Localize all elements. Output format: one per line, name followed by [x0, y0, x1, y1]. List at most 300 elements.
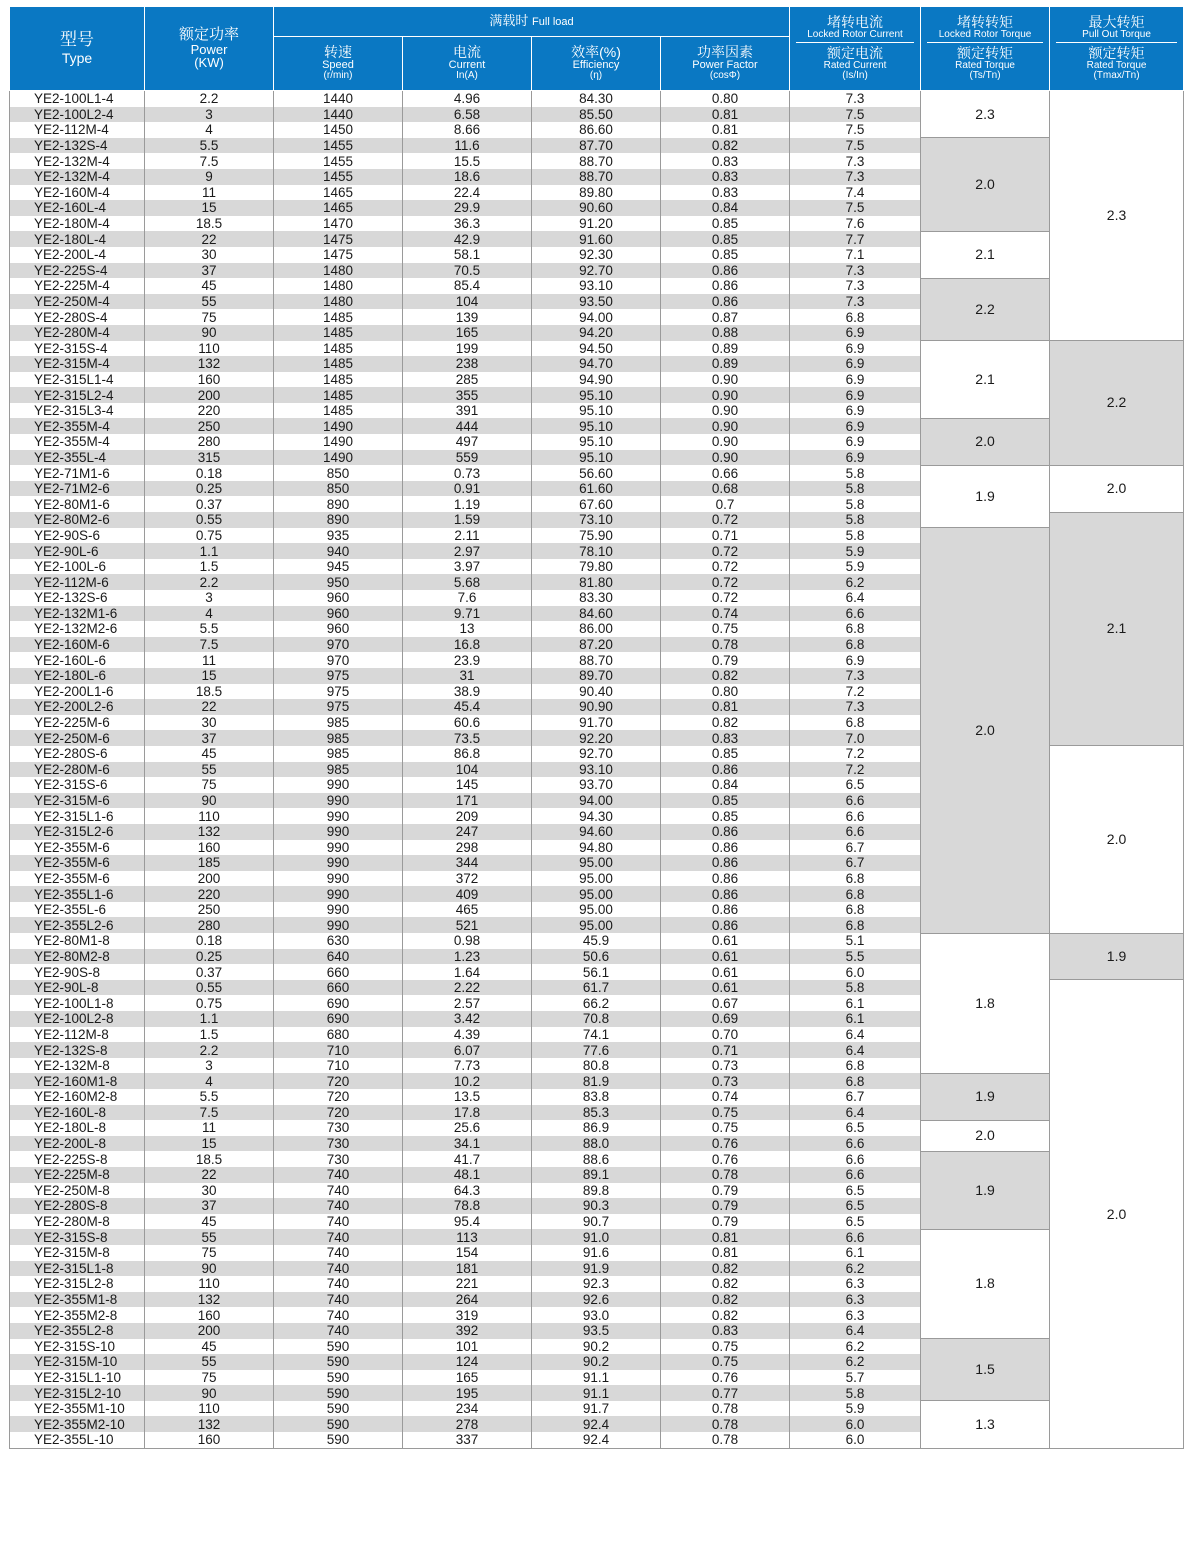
- efficiency-cell: 61.60: [532, 481, 661, 497]
- locked-rotor-torque-cell: 1.3: [921, 1401, 1050, 1448]
- current-cell: 444: [403, 418, 532, 434]
- power-factor-cell: 0.81: [661, 1245, 790, 1261]
- power-factor-cell: 0.86: [661, 855, 790, 871]
- efficiency-cell: 81.80: [532, 574, 661, 590]
- speed-cell: 850: [274, 465, 403, 481]
- power-factor-cell: 0.86: [661, 917, 790, 933]
- speed-cell: 730: [274, 1151, 403, 1167]
- power-factor-cell: 0.81: [661, 107, 790, 123]
- speed-cell: 740: [274, 1214, 403, 1230]
- power-cell: 37: [145, 730, 274, 746]
- efficiency-cell: 79.80: [532, 559, 661, 575]
- power-cell: 132: [145, 356, 274, 372]
- power-cell: 110: [145, 1276, 274, 1292]
- efficiency-cell: 94.70: [532, 356, 661, 372]
- locked-rotor-torque-cell: 2.0: [921, 418, 1050, 465]
- speed-cell: 720: [274, 1105, 403, 1121]
- power-factor-cell: 0.90: [661, 418, 790, 434]
- power-factor-cell: 0.61: [661, 980, 790, 996]
- locked-current-cell: 7.4: [790, 185, 921, 201]
- efficiency-cell: 56.60: [532, 465, 661, 481]
- speed-cell: 1475: [274, 247, 403, 263]
- efficiency-cell: 67.60: [532, 496, 661, 512]
- power-cell: 22: [145, 1167, 274, 1183]
- power-factor-cell: 0.61: [661, 964, 790, 980]
- current-cell: 6.07: [403, 1042, 532, 1058]
- speed-cell: 590: [274, 1385, 403, 1401]
- efficiency-cell: 95.10: [532, 434, 661, 450]
- locked-current-cell: 6.7: [790, 855, 921, 871]
- type-cell: YE2-315S-6: [10, 777, 145, 793]
- current-cell: 238: [403, 356, 532, 372]
- power-factor-cell: 0.79: [661, 1198, 790, 1214]
- power-cell: 45: [145, 1214, 274, 1230]
- current-cell: 0.91: [403, 481, 532, 497]
- current-cell: 13: [403, 621, 532, 637]
- speed-cell: 1465: [274, 185, 403, 201]
- power-factor-cell: 0.75: [661, 1105, 790, 1121]
- locked-current-cell: 5.7: [790, 1370, 921, 1386]
- current-cell: 409: [403, 886, 532, 902]
- efficiency-cell: 92.3: [532, 1276, 661, 1292]
- locked-current-cell: 6.5: [790, 777, 921, 793]
- locked-current-cell: 6.1: [790, 1245, 921, 1261]
- current-cell: 1.59: [403, 512, 532, 528]
- power-cell: 18.5: [145, 216, 274, 232]
- locked-current-cell: 5.9: [790, 1401, 921, 1417]
- locked-rotor-torque-cell: 1.9: [921, 465, 1050, 527]
- power-cell: 30: [145, 715, 274, 731]
- type-cell: YE2-355M2-10: [10, 1416, 145, 1432]
- type-cell: YE2-90S-6: [10, 528, 145, 544]
- power-cell: 200: [145, 871, 274, 887]
- power-cell: 1.1: [145, 1011, 274, 1027]
- power-factor-cell: 0.78: [661, 1432, 790, 1448]
- power-factor-cell: 0.85: [661, 808, 790, 824]
- power-cell: 2.2: [145, 574, 274, 590]
- efficiency-cell: 92.30: [532, 247, 661, 263]
- locked-current-cell: 6.3: [790, 1307, 921, 1323]
- type-cell: YE2-90S-8: [10, 964, 145, 980]
- efficiency-cell: 92.20: [532, 730, 661, 746]
- locked-current-cell: 6.8: [790, 902, 921, 918]
- power-factor-cell: 0.71: [661, 528, 790, 544]
- speed-cell: 660: [274, 964, 403, 980]
- efficiency-cell: 88.6: [532, 1151, 661, 1167]
- current-cell: 70.5: [403, 263, 532, 279]
- locked-current-cell: 6.5: [790, 1198, 921, 1214]
- type-cell: YE2-225M-6: [10, 715, 145, 731]
- locked-current-cell: 6.9: [790, 325, 921, 341]
- power-cell: 15: [145, 1136, 274, 1152]
- locked-rotor-torque-cell: 2.0: [921, 528, 1050, 933]
- current-cell: 15.5: [403, 153, 532, 169]
- header-locked-rotor-torque: 堵转转矩 Locked Rotor Torque 额定转矩 Rated Torque (Ts/Tn): [921, 7, 1050, 91]
- efficiency-cell: 88.70: [532, 652, 661, 668]
- pull-out-torque-cell: 2.0: [1050, 980, 1184, 1448]
- efficiency-cell: 88.70: [532, 153, 661, 169]
- locked-current-cell: 6.1: [790, 995, 921, 1011]
- speed-cell: 720: [274, 1073, 403, 1089]
- locked-current-cell: 6.8: [790, 886, 921, 902]
- power-factor-cell: 0.67: [661, 995, 790, 1011]
- current-cell: 209: [403, 808, 532, 824]
- current-cell: 73.5: [403, 730, 532, 746]
- power-cell: 55: [145, 1354, 274, 1370]
- power-factor-cell: 0.90: [661, 372, 790, 388]
- locked-current-cell: 6.0: [790, 964, 921, 980]
- power-cell: 220: [145, 403, 274, 419]
- efficiency-cell: 94.00: [532, 309, 661, 325]
- power-factor-cell: 0.86: [661, 871, 790, 887]
- locked-current-cell: 7.7: [790, 231, 921, 247]
- type-cell: YE2-225M-4: [10, 278, 145, 294]
- header-power-factor: 功率因素 Power Factor (cosΦ): [661, 37, 790, 91]
- current-cell: 124: [403, 1354, 532, 1370]
- power-cell: 200: [145, 387, 274, 403]
- power-cell: 5.5: [145, 621, 274, 637]
- efficiency-cell: 50.6: [532, 949, 661, 965]
- locked-current-cell: 7.3: [790, 91, 921, 107]
- power-factor-cell: 0.79: [661, 652, 790, 668]
- power-factor-cell: 0.87: [661, 309, 790, 325]
- current-cell: 278: [403, 1416, 532, 1432]
- locked-current-cell: 6.0: [790, 1432, 921, 1448]
- speed-cell: 1485: [274, 341, 403, 357]
- speed-cell: 1485: [274, 356, 403, 372]
- efficiency-cell: 94.00: [532, 793, 661, 809]
- power-cell: 315: [145, 450, 274, 466]
- locked-current-cell: 6.9: [790, 372, 921, 388]
- power-cell: 0.25: [145, 481, 274, 497]
- type-cell: YE2-355L2-8: [10, 1323, 145, 1339]
- speed-cell: 740: [274, 1183, 403, 1199]
- current-cell: 6.58: [403, 107, 532, 123]
- type-cell: YE2-280S-4: [10, 309, 145, 325]
- efficiency-cell: 92.70: [532, 263, 661, 279]
- efficiency-cell: 73.10: [532, 512, 661, 528]
- locked-current-cell: 5.8: [790, 1385, 921, 1401]
- efficiency-cell: 92.4: [532, 1416, 661, 1432]
- power-cell: 18.5: [145, 1151, 274, 1167]
- current-cell: 36.3: [403, 216, 532, 232]
- power-factor-cell: 0.86: [661, 294, 790, 310]
- type-cell: YE2-132S-8: [10, 1042, 145, 1058]
- current-cell: 465: [403, 902, 532, 918]
- power-factor-cell: 0.89: [661, 341, 790, 357]
- power-factor-cell: 0.72: [661, 574, 790, 590]
- speed-cell: 890: [274, 512, 403, 528]
- power-factor-cell: 0.86: [661, 840, 790, 856]
- power-factor-cell: 0.75: [661, 621, 790, 637]
- type-cell: YE2-100L-6: [10, 559, 145, 575]
- current-cell: 319: [403, 1307, 532, 1323]
- efficiency-cell: 85.3: [532, 1105, 661, 1121]
- type-cell: YE2-112M-8: [10, 1027, 145, 1043]
- current-cell: 4.96: [403, 91, 532, 107]
- table-row: [10, 528, 1184, 544]
- power-factor-cell: 0.86: [661, 902, 790, 918]
- type-cell: YE2-250M-8: [10, 1183, 145, 1199]
- type-cell: YE2-355M1-8: [10, 1292, 145, 1308]
- locked-current-cell: 6.2: [790, 574, 921, 590]
- speed-cell: 990: [274, 871, 403, 887]
- current-cell: 3.42: [403, 1011, 532, 1027]
- locked-rotor-torque-cell: 1.9: [921, 1073, 1050, 1120]
- type-cell: YE2-315M-10: [10, 1354, 145, 1370]
- locked-current-cell: 5.8: [790, 465, 921, 481]
- power-cell: 75: [145, 1370, 274, 1386]
- efficiency-cell: 88.0: [532, 1136, 661, 1152]
- type-cell: YE2-100L2-4: [10, 107, 145, 123]
- type-cell: YE2-90L-8: [10, 980, 145, 996]
- current-cell: 521: [403, 917, 532, 933]
- speed-cell: 960: [274, 621, 403, 637]
- efficiency-cell: 90.40: [532, 684, 661, 700]
- header-current: 电流 Current In(A): [403, 37, 532, 91]
- power-factor-cell: 0.75: [661, 1339, 790, 1355]
- type-cell: YE2-315S-8: [10, 1229, 145, 1245]
- power-factor-cell: 0.81: [661, 122, 790, 138]
- speed-cell: 740: [274, 1167, 403, 1183]
- efficiency-cell: 95.00: [532, 855, 661, 871]
- efficiency-cell: 92.70: [532, 746, 661, 762]
- power-cell: 132: [145, 1292, 274, 1308]
- power-factor-cell: 0.86: [661, 263, 790, 279]
- efficiency-cell: 95.10: [532, 450, 661, 466]
- current-cell: 86.8: [403, 746, 532, 762]
- speed-cell: 740: [274, 1307, 403, 1323]
- speed-cell: 990: [274, 793, 403, 809]
- power-factor-cell: 0.77: [661, 1385, 790, 1401]
- speed-cell: 1455: [274, 153, 403, 169]
- type-cell: YE2-132M1-6: [10, 606, 145, 622]
- speed-cell: 710: [274, 1042, 403, 1058]
- locked-current-cell: 5.8: [790, 481, 921, 497]
- speed-cell: 850: [274, 481, 403, 497]
- power-cell: 0.55: [145, 980, 274, 996]
- efficiency-cell: 94.20: [532, 325, 661, 341]
- speed-cell: 710: [274, 1058, 403, 1074]
- power-cell: 5.5: [145, 138, 274, 154]
- speed-cell: 970: [274, 652, 403, 668]
- power-factor-cell: 0.80: [661, 91, 790, 107]
- speed-cell: 1455: [274, 138, 403, 154]
- type-cell: YE2-280S-8: [10, 1198, 145, 1214]
- speed-cell: 630: [274, 933, 403, 949]
- efficiency-cell: 86.00: [532, 621, 661, 637]
- type-cell: YE2-200L2-6: [10, 699, 145, 715]
- power-factor-cell: 0.61: [661, 933, 790, 949]
- current-cell: 101: [403, 1339, 532, 1355]
- current-cell: 95.4: [403, 1214, 532, 1230]
- speed-cell: 960: [274, 606, 403, 622]
- pull-out-torque-cell: 2.2: [1050, 341, 1184, 466]
- current-cell: 221: [403, 1276, 532, 1292]
- type-cell: YE2-315M-4: [10, 356, 145, 372]
- efficiency-cell: 92.4: [532, 1432, 661, 1448]
- power-factor-cell: 0.76: [661, 1370, 790, 1386]
- header-type: 型号 Type: [10, 7, 145, 91]
- efficiency-cell: 84.30: [532, 91, 661, 107]
- power-factor-cell: 0.84: [661, 200, 790, 216]
- speed-cell: 1440: [274, 107, 403, 123]
- power-cell: 15: [145, 200, 274, 216]
- current-cell: 17.8: [403, 1105, 532, 1121]
- type-cell: YE2-280M-4: [10, 325, 145, 341]
- efficiency-cell: 89.70: [532, 668, 661, 684]
- pull-out-torque-cell: 1.9: [1050, 933, 1184, 980]
- efficiency-cell: 91.9: [532, 1261, 661, 1277]
- type-cell: YE2-315L1-10: [10, 1370, 145, 1386]
- table-row: [10, 138, 1184, 154]
- efficiency-cell: 91.1: [532, 1385, 661, 1401]
- speed-cell: 590: [274, 1416, 403, 1432]
- type-cell: YE2-160L-8: [10, 1105, 145, 1121]
- efficiency-cell: 66.2: [532, 995, 661, 1011]
- power-factor-cell: 0.82: [661, 1261, 790, 1277]
- locked-current-cell: 6.9: [790, 403, 921, 419]
- power-factor-cell: 0.90: [661, 450, 790, 466]
- locked-current-cell: 6.8: [790, 871, 921, 887]
- power-factor-cell: 0.89: [661, 356, 790, 372]
- type-cell: YE2-200L-4: [10, 247, 145, 263]
- current-cell: 60.6: [403, 715, 532, 731]
- current-cell: 25.6: [403, 1120, 532, 1136]
- power-cell: 37: [145, 1198, 274, 1214]
- speed-cell: 1440: [274, 91, 403, 107]
- power-factor-cell: 0.82: [661, 715, 790, 731]
- power-cell: 90: [145, 325, 274, 341]
- type-cell: YE2-225M-8: [10, 1167, 145, 1183]
- locked-current-cell: 6.6: [790, 824, 921, 840]
- type-cell: YE2-315L2-6: [10, 824, 145, 840]
- power-cell: 7.5: [145, 1105, 274, 1121]
- header-full-load: 满载时 Full load: [274, 7, 790, 37]
- current-cell: 392: [403, 1323, 532, 1339]
- speed-cell: 960: [274, 590, 403, 606]
- efficiency-cell: 77.6: [532, 1042, 661, 1058]
- type-cell: YE2-80M2-6: [10, 512, 145, 528]
- efficiency-cell: 91.7: [532, 1401, 661, 1417]
- type-cell: YE2-355L2-6: [10, 917, 145, 933]
- type-cell: YE2-355M-6: [10, 855, 145, 871]
- power-factor-cell: 0.78: [661, 637, 790, 653]
- power-cell: 4: [145, 606, 274, 622]
- type-cell: YE2-132S-4: [10, 138, 145, 154]
- power-factor-cell: 0.90: [661, 434, 790, 450]
- current-cell: 298: [403, 840, 532, 856]
- current-cell: 58.1: [403, 247, 532, 263]
- power-factor-cell: 0.74: [661, 606, 790, 622]
- power-factor-cell: 0.82: [661, 1276, 790, 1292]
- speed-cell: 1490: [274, 418, 403, 434]
- locked-rotor-torque-cell: 1.5: [921, 1339, 1050, 1401]
- power-factor-cell: 0.82: [661, 668, 790, 684]
- power-cell: 45: [145, 1339, 274, 1355]
- locked-current-cell: 6.9: [790, 387, 921, 403]
- power-factor-cell: 0.81: [661, 699, 790, 715]
- locked-current-cell: 6.6: [790, 1167, 921, 1183]
- locked-current-cell: 6.4: [790, 1105, 921, 1121]
- current-cell: 264: [403, 1292, 532, 1308]
- table-row: [10, 1120, 1184, 1136]
- speed-cell: 1450: [274, 122, 403, 138]
- table-row: [10, 1401, 1184, 1417]
- power-cell: 0.37: [145, 496, 274, 512]
- speed-cell: 740: [274, 1198, 403, 1214]
- current-cell: 165: [403, 1370, 532, 1386]
- power-cell: 75: [145, 309, 274, 325]
- efficiency-cell: 91.6: [532, 1245, 661, 1261]
- type-cell: YE2-112M-4: [10, 122, 145, 138]
- efficiency-cell: 94.50: [532, 341, 661, 357]
- current-cell: 247: [403, 824, 532, 840]
- locked-current-cell: 6.3: [790, 1276, 921, 1292]
- power-factor-cell: 0.72: [661, 559, 790, 575]
- speed-cell: 1480: [274, 263, 403, 279]
- efficiency-cell: 56.1: [532, 964, 661, 980]
- speed-cell: 985: [274, 746, 403, 762]
- power-cell: 15: [145, 668, 274, 684]
- locked-current-cell: 6.9: [790, 418, 921, 434]
- speed-cell: 1490: [274, 450, 403, 466]
- power-factor-cell: 0.70: [661, 1027, 790, 1043]
- power-factor-cell: 0.7: [661, 496, 790, 512]
- power-factor-cell: 0.80: [661, 684, 790, 700]
- current-cell: 145: [403, 777, 532, 793]
- table-row: [10, 418, 1184, 434]
- locked-rotor-torque-cell: 2.3: [921, 91, 1050, 138]
- locked-current-cell: 6.4: [790, 1027, 921, 1043]
- power-cell: 0.75: [145, 995, 274, 1011]
- speed-cell: 740: [274, 1229, 403, 1245]
- efficiency-cell: 94.60: [532, 824, 661, 840]
- current-cell: 29.9: [403, 200, 532, 216]
- power-cell: 22: [145, 231, 274, 247]
- power-factor-cell: 0.66: [661, 465, 790, 481]
- locked-current-cell: 7.2: [790, 684, 921, 700]
- type-cell: YE2-315L2-10: [10, 1385, 145, 1401]
- type-cell: YE2-200L-8: [10, 1136, 145, 1152]
- current-cell: 1.64: [403, 964, 532, 980]
- speed-cell: 740: [274, 1261, 403, 1277]
- type-cell: YE2-160M2-8: [10, 1089, 145, 1105]
- power-cell: 45: [145, 746, 274, 762]
- power-factor-cell: 0.83: [661, 169, 790, 185]
- type-cell: YE2-160M-6: [10, 637, 145, 653]
- locked-current-cell: 7.3: [790, 294, 921, 310]
- type-cell: YE2-90L-6: [10, 543, 145, 559]
- power-cell: 3: [145, 107, 274, 123]
- current-cell: 23.9: [403, 652, 532, 668]
- speed-cell: 590: [274, 1339, 403, 1355]
- current-cell: 41.7: [403, 1151, 532, 1167]
- efficiency-cell: 86.9: [532, 1120, 661, 1136]
- power-cell: 9: [145, 169, 274, 185]
- efficiency-cell: 45.9: [532, 933, 661, 949]
- current-cell: 195: [403, 1385, 532, 1401]
- current-cell: 31: [403, 668, 532, 684]
- current-cell: 372: [403, 871, 532, 887]
- locked-current-cell: 7.5: [790, 107, 921, 123]
- speed-cell: 985: [274, 715, 403, 731]
- speed-cell: 730: [274, 1136, 403, 1152]
- efficiency-cell: 80.8: [532, 1058, 661, 1074]
- current-cell: 2.22: [403, 980, 532, 996]
- efficiency-cell: 85.50: [532, 107, 661, 123]
- current-cell: 199: [403, 341, 532, 357]
